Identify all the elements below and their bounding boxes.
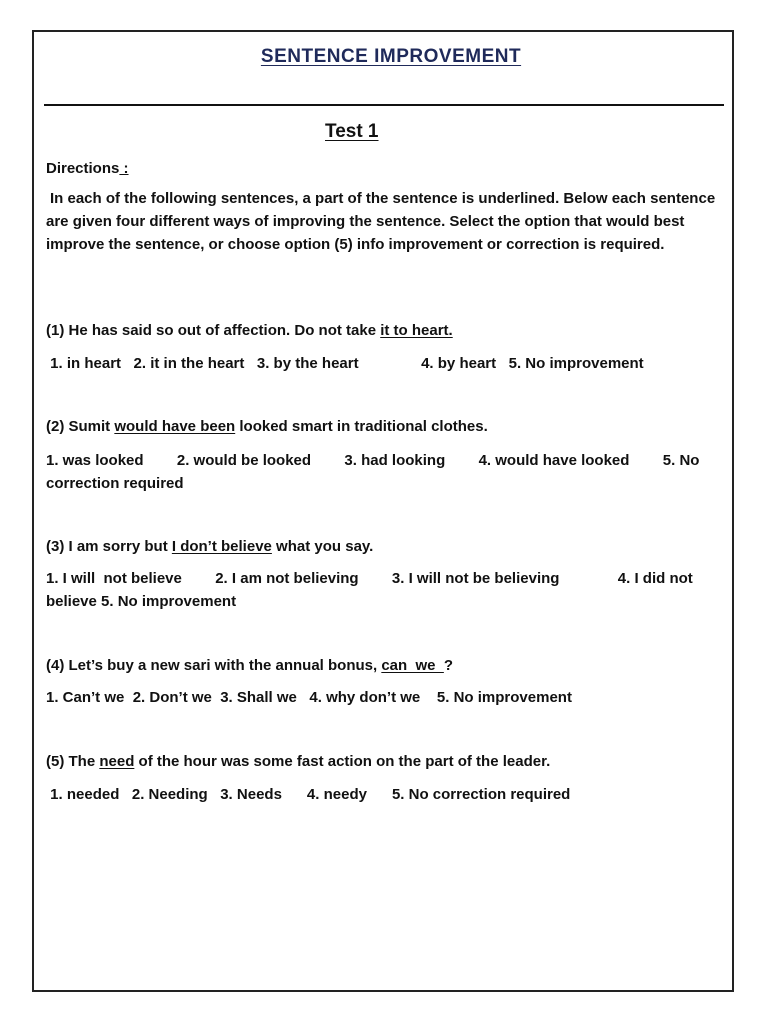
document-title: SENTENCE IMPROVEMENT xyxy=(260,46,522,67)
question-5 xyxy=(46,750,718,773)
question-5-underlined: need xyxy=(99,753,135,770)
title-divider xyxy=(44,104,724,106)
question-3 xyxy=(46,535,718,558)
directions-label-text: Directions xyxy=(46,160,120,177)
test-heading: Test 1 xyxy=(325,121,379,142)
directions-label xyxy=(46,157,718,180)
question-3-underlined: I don’t believe xyxy=(171,538,272,555)
question-1-text: (1) He has said so out of affection. Do not take xyxy=(46,322,381,339)
directions-text: In each of the following sentences, a part of the sentence is underlined. Below each sentence are given four different ways of improving the sentence. Select the option that would best improve the sentence, or choose option (5) info improvement or correction is required. xyxy=(46,190,716,253)
question-2-underlined: would have been xyxy=(114,418,236,435)
question-4-text-after: ? xyxy=(443,657,454,674)
question-3-options: 1. I will not believe 2. I am not believing 3. I will not be believing 4. I did not believe 5. No improvement xyxy=(46,570,697,610)
question-2-text-after: looked smart in traditional clothes. xyxy=(235,418,488,435)
question-4 xyxy=(46,654,718,677)
question-3-text: (3) I am sorry but xyxy=(46,538,172,555)
question-2-text: (2) Sumit xyxy=(46,418,115,435)
question-4-options: 1. Can’t we 2. Don’t we 3. Shall we 4. why don’t we 5. No improvement xyxy=(46,689,572,706)
question-2-options: 1. was looked 2. would be looked 3. had looking 4. would have looked 5. No correction required xyxy=(46,452,704,492)
question-1-underlined: it to heart. xyxy=(380,322,453,339)
question-1 xyxy=(46,319,718,342)
question-2 xyxy=(46,415,718,438)
question-1-options: 1. in heart 2. it in the heart 3. by the heart 4. by heart 5. No improvement xyxy=(46,355,644,372)
question-3-text-after: what you say. xyxy=(271,538,374,555)
question-4-text: (4) Let’s buy a new sari with the annual bonus, xyxy=(46,657,382,674)
directions-label-colon: : xyxy=(119,160,129,177)
question-5-options: 1. needed 2. Needing 3. Needs 4. needy 5. No correction required xyxy=(46,786,571,803)
question-5-text: (5) The xyxy=(46,753,100,770)
question-5-text-after: of the hour was some fast action on the part of the leader. xyxy=(134,753,551,770)
question-4-underlined: can we xyxy=(381,657,444,674)
